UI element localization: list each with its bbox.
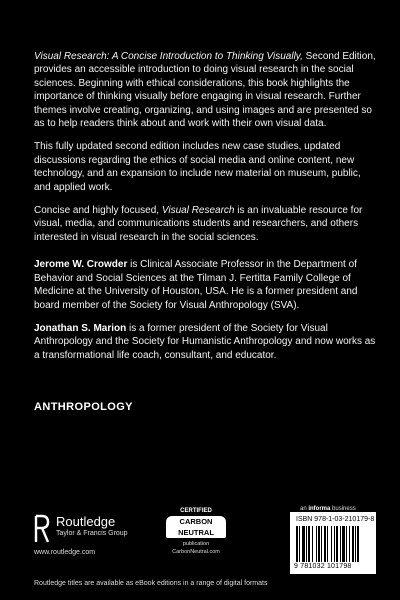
- description-paragraph: [34, 50, 378, 130]
- isbn-barcode: [290, 512, 376, 574]
- barcode-digits: 9 781032 101798: [294, 563, 352, 570]
- author-bio: [34, 258, 378, 312]
- description-paragraph: [34, 204, 378, 244]
- author-name: Jonathan S. Marion: [34, 322, 127, 334]
- subject-category: ANTHROPOLOGY: [34, 401, 133, 413]
- carbon-neutral-badge: [164, 508, 228, 564]
- badge-url: CarbonNeutral.com: [172, 549, 220, 555]
- ebook-note: Routledge titles are available as eBook editions in a range of digital formats: [34, 580, 268, 587]
- badge-certified-label: CERTIFIED: [180, 508, 212, 514]
- description-text: This fully updated second edition includes new case studies, updated discussions regarding the ethics of social media and online content, new technology, and an expansion to include new material on museum, public, and applied work.: [34, 141, 361, 193]
- informa-text: an: [300, 506, 309, 512]
- description-text: is an invaluable resource for visual, media, and communications students and researchers, and others interested in visual research in the social sciences.: [34, 205, 363, 243]
- book-title-italic: Visual Research: [161, 205, 235, 217]
- publisher-name: Routledge: [56, 514, 116, 529]
- badge-publication-label: publication: [182, 541, 210, 547]
- author-bio: [34, 322, 378, 362]
- author-bio-text: is Clinical Associate Professor in the Department of Behavior and Social Sciences at the Tilman J. Fertitta Family College of Medicine at the University of Houston, USA. He is a former president and board member of the Society for Visual Anthropology (SVA).: [34, 259, 358, 311]
- routledge-r-icon: [34, 514, 50, 544]
- barcode-icon: [296, 526, 370, 562]
- badge-title-line: NEUTRAL: [178, 528, 214, 537]
- book-title-italic: Visual Research: A Concise Introduction to Thinking Visually,: [34, 51, 303, 62]
- badge-title-line: CARBON: [179, 517, 213, 526]
- author-name: Jerome W. Crowder: [34, 259, 128, 271]
- description-text: Concise and highly focused,: [34, 205, 162, 217]
- book-description: [34, 50, 378, 372]
- badge-title: [166, 516, 226, 538]
- author-bio-text: is a former president of the Society for Visual Anthropology and the Society for Humanistic Anthropology and now works as a transformational life coach, consultant, and educator.: [34, 322, 376, 361]
- isbn-text: ISBN 978-1-03-210179-8: [296, 516, 375, 523]
- publisher-logo: [34, 514, 164, 558]
- publisher-url: www.routledge.com: [34, 549, 96, 556]
- informa-text: business: [330, 506, 356, 512]
- description-paragraph: [34, 140, 378, 194]
- publisher-group: Taylor & Francis Group: [56, 530, 128, 537]
- informa-brand: informa: [308, 506, 331, 512]
- description-text: Second Edition, provides an accessible introduction to doing visual research in the social sciences. Beginning with ethical considerations, this book highlights the importance of thinking visually before engaging in visual research. Further themes involve creating, organizing, and using images and are presented so as to help readers think about and work with their own visual data.: [34, 51, 376, 130]
